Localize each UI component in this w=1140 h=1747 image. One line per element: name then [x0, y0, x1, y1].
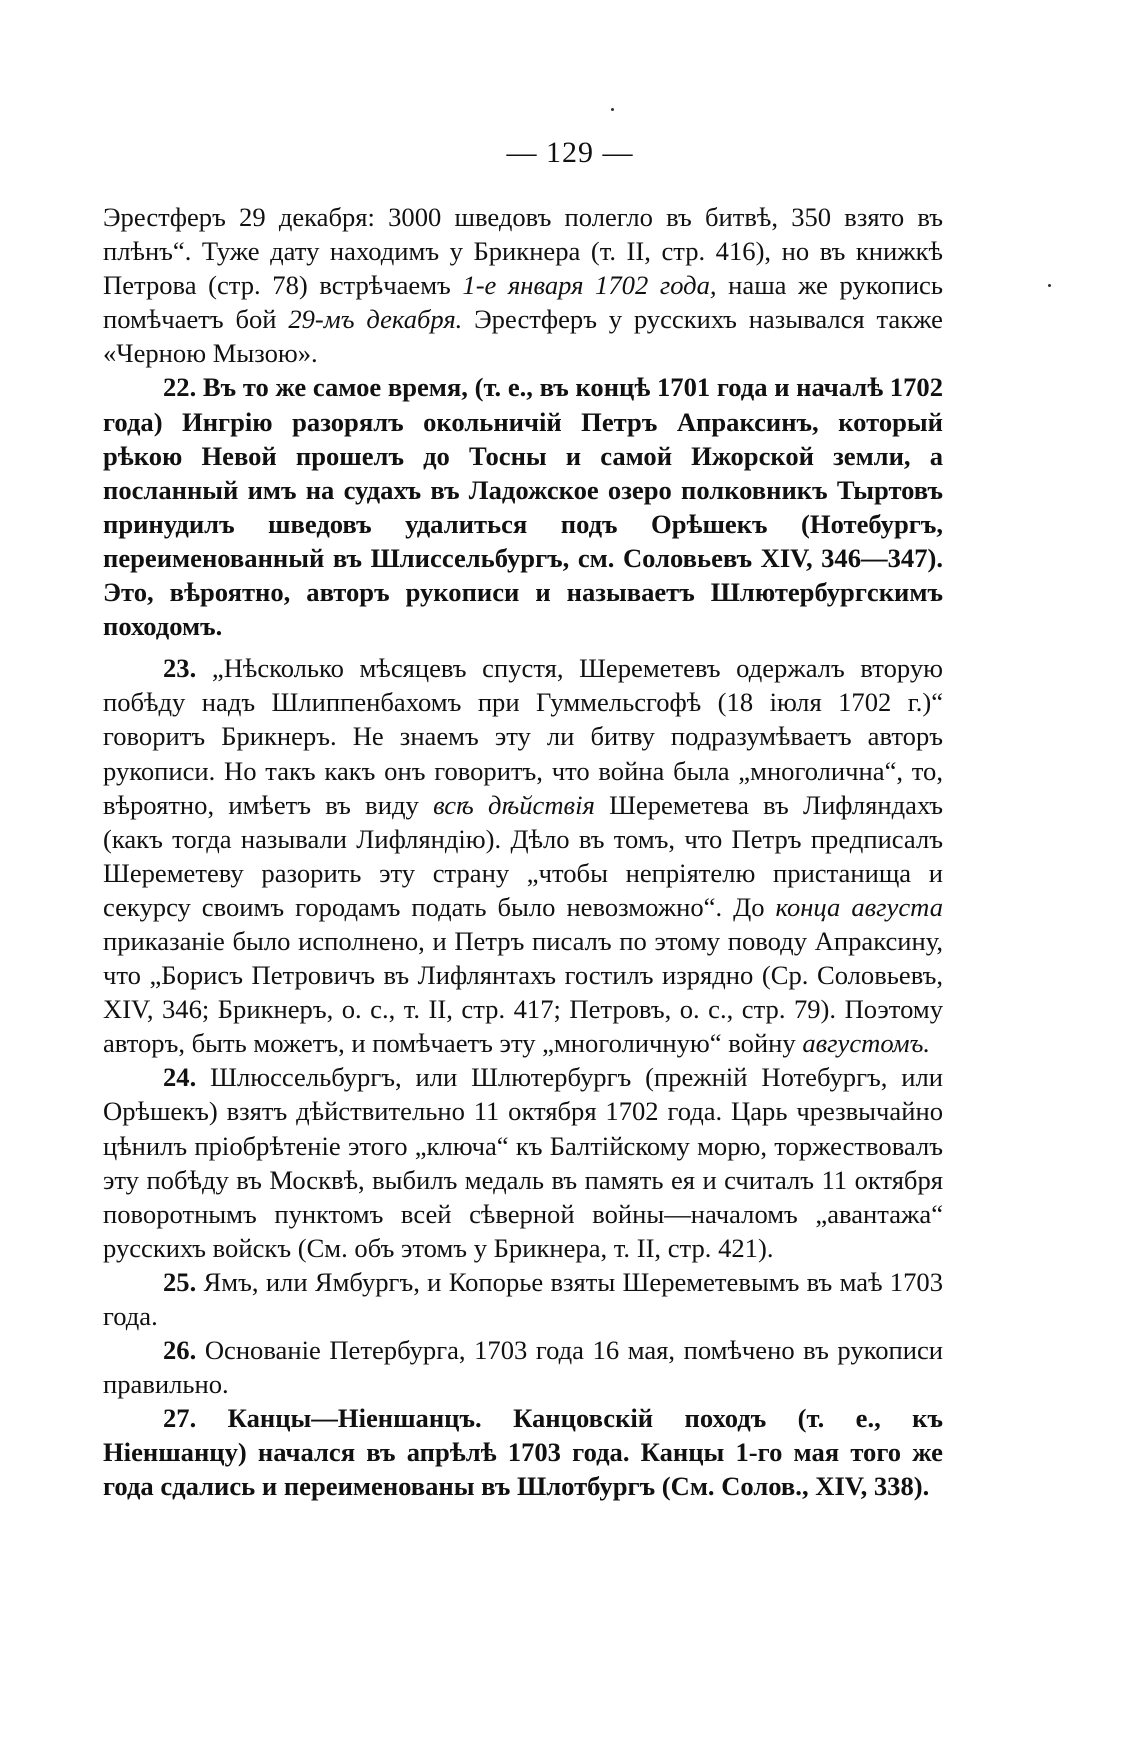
italic-phrase: всѣ дѣйствія	[433, 789, 595, 820]
page-number: — 129 —	[506, 136, 634, 169]
italic-date: 29-мъ декабря.	[288, 304, 463, 335]
text-run: Ямъ, или Ямбургъ, и Копорье взяты Шереметевымъ въ маѣ 1703 года.	[103, 1266, 943, 1331]
note-26	[103, 1333, 943, 1401]
paragraph-continuation	[103, 200, 943, 370]
text-run: Основаніе Петербурга, 1703 года 16 мая, помѣчено въ рукописи правильно.	[103, 1335, 943, 1400]
print-speck	[1048, 284, 1051, 287]
note-number: 25.	[163, 1266, 197, 1297]
note-number: 22.	[163, 372, 197, 403]
text-run: приказаніе было исполнено, и Петръ писалъ по этому поводу Апраксину, что „Борисъ Петровичъ въ Лифлянтахъ гостилъ изрядно (Ср. Соловьевъ, XIV, 346; Брикнеръ, о. с., т. II, стр. 417; Петровъ, о. с., стр. 79). Поэтому авторъ, быть можетъ, и помѣчаетъ эту „многоличную“ войну	[103, 925, 943, 1059]
note-22	[103, 370, 943, 643]
body-text	[103, 200, 943, 1504]
text-run: „Нѣсколько мѣсяцевъ спустя, Шереметевъ одержалъ вторую побѣду надъ Шлиппенбахомъ при Гуммельсгофѣ (18 іюля 1702 г.)“ говоритъ Брикнеръ. Не знаемъ эту ли битву подразумѣваетъ авторъ рукописи. Но такъ какъ онъ говоритъ, что война была „многолична“, то, вѣроятно, имѣетъ въ виду	[103, 653, 943, 820]
note-number: 23.	[163, 653, 197, 684]
text-run: Эрестферъ 29 декабря: 3000 шведовъ полегло въ битвѣ, 350 взято въ плѣнъ“. Туже дату находимъ у Брикнера (т. II, стр. 416), но въ книжкѣ Петрова (стр. 78) встрѣчаемъ	[103, 202, 943, 301]
text-run: Въ то же самое время, (т. е., въ концѣ 1701 года и началѣ 1702 года) Ингрію разорялъ окольничій Петръ Апраксинъ, который рѣкою Невой прошелъ до Тосны и самой Ижорской земли, а посланный имъ на судахъ въ Ладожское озеро полковникъ Тыртовъ принудилъ шведовъ удалиться подъ Орѣшекъ (Нотебургъ, переименованный въ Шлиссельбургъ, см. Соловьевъ XIV, 346—347). Это, вѣроятно, авторъ рукописи и называетъ Шлютербургскимъ походомъ.	[103, 372, 943, 642]
note-number: 24.	[163, 1062, 197, 1093]
note-25	[103, 1265, 943, 1333]
text-run: Эрестферъ у русскихъ назывался также «Черною Мызою».	[103, 304, 943, 369]
text-run: Шлюссельбургъ, или Шлютербургъ (прежній Нотебургъ, или Орѣшекъ) взятъ дѣйствительно 11 октября 1702 года. Царь чрезвычайно цѣнилъ пріобрѣтеніе этого „ключа“ къ Балтійскому морю, торжествовалъ эту побѣду въ Москвѣ, выбилъ медаль въ память ея и считалъ 11 октября поворотнымъ пунктомъ всей сѣверной войны—началомъ „авантажа“ русскихъ войскъ (См. объ этомъ у Брикнера, т. II, стр. 421).	[103, 1062, 943, 1263]
text-run: Шереметева въ Лифляндахъ (какъ тогда называли Лифляндію). Дѣло въ томъ, что Петръ предписалъ Шереметеву разорить эту страну „чтобы непріятелю пристанища и секурсу своимъ городамъ подать было невозможно“. До	[103, 789, 943, 922]
note-24	[103, 1060, 943, 1265]
note-27	[103, 1401, 943, 1503]
text-run: Канцы—Ніеншанцъ. Канцовскій походъ (т. е., къ Ніеншанцу) начался въ апрѣлѣ 1703 года. Канцы 1-го мая того же года сдались и переименованы въ Шлотбургъ (См. Солов., XIV, 338).	[103, 1403, 943, 1502]
note-number: 27.	[163, 1403, 197, 1434]
note-23	[103, 651, 943, 1060]
italic-phrase: августомъ.	[802, 1028, 931, 1059]
italic-phrase: конца августа	[775, 891, 943, 922]
text-run: наша же рукопись помѣчаетъ бой	[103, 270, 943, 335]
note-number: 26.	[163, 1335, 197, 1366]
italic-date: 1-е января 1702 года,	[462, 270, 717, 301]
print-speck	[611, 108, 614, 111]
